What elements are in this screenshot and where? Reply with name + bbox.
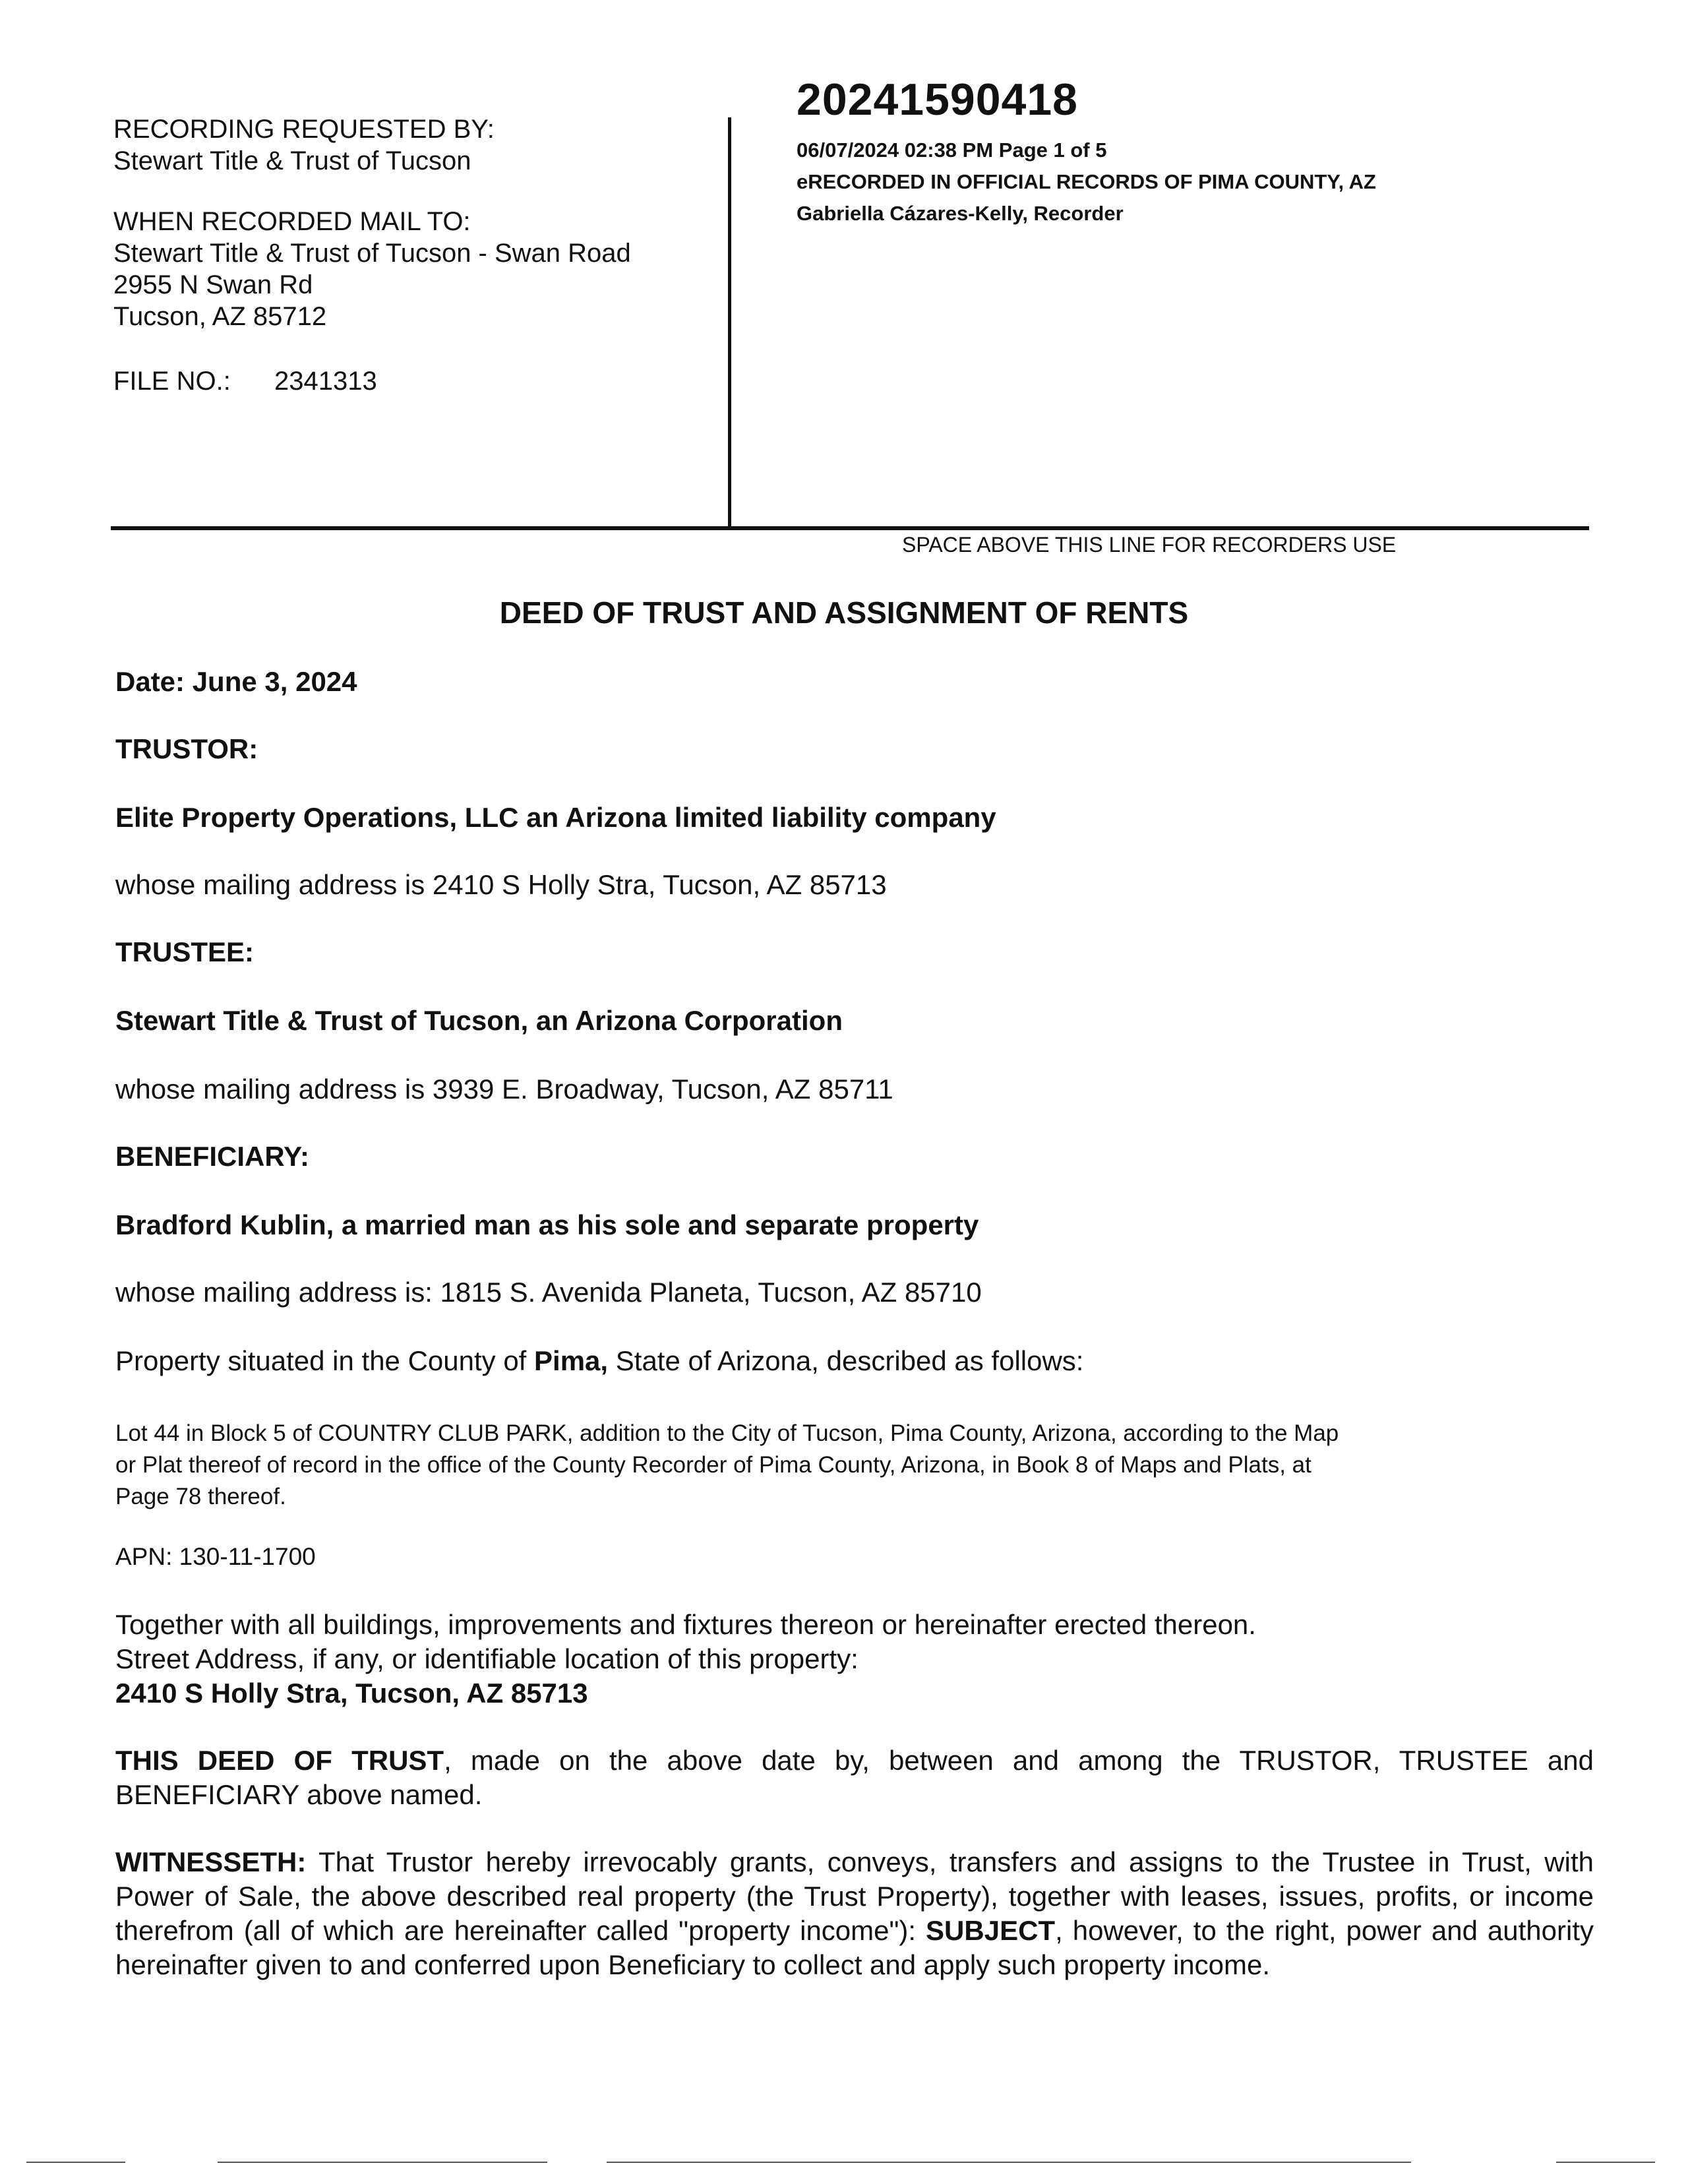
witnesseth-lead: WITNESSETH: — [115, 1846, 307, 1877]
beneficiary-name: Bradford Kublin, a married man as his sole and separate property — [115, 1209, 979, 1240]
witnesseth-text2: , however, to the right, power and authority hereinafter given to and conferred upon Beneficiary to collect and apply such property income. — [115, 1915, 1594, 1980]
mail-to-line2: 2955 N Swan Rd — [113, 270, 313, 299]
trustee-label: TRUSTEE: — [115, 936, 254, 967]
recording-requested-name: Stewart Title & Trust of Tucson — [113, 146, 471, 175]
scan-artifact — [1556, 2162, 1655, 2163]
trustor-label: TRUSTOR: — [115, 733, 258, 764]
trustee-address: whose mailing address is 3939 E. Broadway, Tucson, AZ 85711 — [115, 1074, 893, 1105]
beneficiary-address: whose mailing address is: 1815 S. Avenida Planeta, Tucson, AZ 85710 — [115, 1277, 982, 1308]
street-address-label: Street Address, if any, or identifiable location of this property: — [115, 1643, 859, 1674]
witnesseth-text1: That Trustor hereby irrevocably grants, conveys, transfers and assigns to the Trustee in Trust, with Power of Sale, the above described real property (the Trust Property), together with leases, issues, profits, or income therefrom (all of which are hereinafter called "property income"): — [115, 1846, 1594, 1946]
property-intro-after: State of Arizona, described as follows: — [608, 1345, 1084, 1376]
recording-office: eRECORDED IN OFFICIAL RECORDS OF PIMA COUNTY, AZ — [797, 170, 1376, 193]
trustor-name: Elite Property Operations, LLC an Arizona limited liability company — [115, 802, 996, 833]
document-title: DEED OF TRUST AND ASSIGNMENT OF RENTS — [499, 595, 1189, 630]
witnesseth-subject: SUBJECT — [926, 1915, 1056, 1946]
legal-description-line3: Page 78 thereof. — [115, 1484, 286, 1509]
street-address-value: 2410 S Holly Stra, Tucson, AZ 85713 — [115, 1678, 588, 1709]
file-no-label: FILE NO.: — [113, 367, 231, 396]
header-vertical-divider — [728, 117, 731, 528]
scan-artifact — [26, 2162, 125, 2163]
trustor-address: whose mailing address is 2410 S Holly Stra, Tucson, AZ 85713 — [115, 869, 887, 900]
mail-to-line1: Stewart Title & Trust of Tucson - Swan Road — [113, 239, 631, 268]
recording-datetime-page: 06/07/2024 02:38 PM Page 1 of 5 — [797, 138, 1107, 162]
property-county: Pima, — [534, 1345, 609, 1376]
trustee-name: Stewart Title & Trust of Tucson, an Arizona Corporation — [115, 1005, 843, 1036]
deed-of-trust-paragraph — [115, 1744, 1594, 1812]
scan-artifact — [218, 2162, 547, 2163]
property-intro — [115, 1345, 1083, 1377]
apn: APN: 130-11-1700 — [115, 1543, 316, 1570]
recorder-space-line — [111, 526, 1589, 530]
legal-description-line2: or Plat thereof of record in the office of the County Recorder of Pima County, Arizona, in Book 8 of Maps and Plats, at — [115, 1452, 1311, 1478]
together-with-line: Together with all buildings, improvements and fixtures thereon or hereinafter erected thereon. — [115, 1609, 1256, 1640]
mail-to-line3: Tucson, AZ 85712 — [113, 302, 327, 331]
file-no-value: 2341313 — [274, 367, 377, 396]
property-intro-before: Property situated in the County of — [115, 1345, 535, 1376]
witnesseth-paragraph — [115, 1845, 1594, 1982]
deed-of-trust-lead: THIS DEED OF TRUST — [115, 1745, 444, 1776]
recording-recorder: Gabriella Cázares-Kelly, Recorder — [797, 202, 1124, 225]
legal-description-line1: Lot 44 in Block 5 of COUNTRY CLUB PARK, addition to the City of Tucson, Pima County, Arizona, according to the Map — [115, 1420, 1339, 1446]
mail-to-label: WHEN RECORDED MAIL TO: — [113, 207, 471, 236]
deed-of-trust-text: , made on the above date by, between and among the TRUSTOR, TRUSTEE and BENEFICIARY above named. — [115, 1745, 1594, 1810]
recorder-space-note: SPACE ABOVE THIS LINE FOR RECORDERS USE — [902, 533, 1397, 557]
scan-artifact — [607, 2162, 1411, 2163]
document-date: Date: June 3, 2024 — [115, 666, 357, 697]
recording-number: 20241590418 — [797, 75, 1079, 125]
recording-requested-label: RECORDING REQUESTED BY: — [113, 115, 495, 144]
beneficiary-label: BENEFICIARY: — [115, 1141, 309, 1172]
